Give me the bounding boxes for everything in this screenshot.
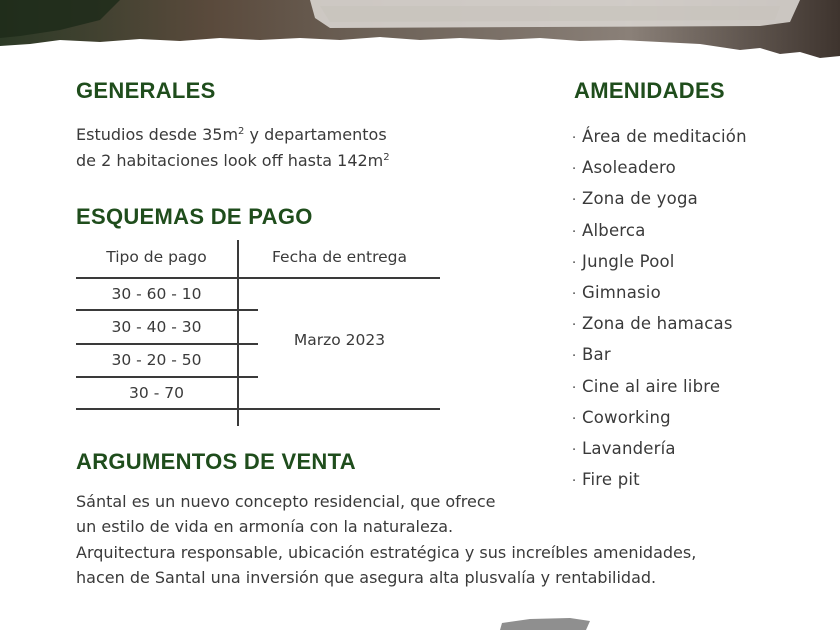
table-row-rule <box>76 343 258 345</box>
table-row: 30 - 40 - 30 <box>111 318 202 336</box>
venta-line: Arquitectura responsable, ubicación estratégica y sus increíbles amenidades, <box>76 543 697 562</box>
column-header-fecha: Fecha de entrega <box>271 248 408 266</box>
payment-table <box>76 240 440 426</box>
table-row: 30 - 20 - 50 <box>111 351 202 369</box>
bottom-decorative-shape <box>490 615 610 630</box>
list-item: · Área de meditación <box>572 127 747 146</box>
list-item: · Coworking <box>572 407 671 427</box>
venta-line: hacen de Santal una inversión que asegura alta plusvalía y rentabilidad. <box>76 568 657 587</box>
table-row: 30 - 60 - 10 <box>111 285 202 303</box>
table-bottom-rule <box>76 408 440 410</box>
generales-heading: GENERALES <box>76 78 216 103</box>
generales-line-2: de 2 habitaciones look off hasta $142m^2$ <box>76 151 390 170</box>
table-row: 30 - 70 <box>129 384 184 402</box>
header-photo-strip <box>0 0 840 60</box>
list-item: · Zona de yoga <box>572 189 698 209</box>
amenities-list <box>572 122 747 496</box>
amenidades-heading: AMENIDADES <box>574 78 725 103</box>
table-header-rule <box>76 277 440 279</box>
table-row-rule <box>76 309 258 311</box>
list-item: · Jungle Pool <box>572 251 675 271</box>
column-header-tipo: Tipo de pago <box>106 248 207 266</box>
venta-line: Sántal es un nuevo concepto residencial, que ofrece <box>76 492 496 511</box>
table-row-rule <box>76 376 258 378</box>
delivery-date: Marzo 2023 <box>293 331 386 349</box>
list-item: · Bar <box>572 345 611 365</box>
list-item: · Lavandería <box>572 439 676 459</box>
list-item: · Zona de hamacas <box>572 314 733 334</box>
pago-heading: ESQUEMAS DE PAGO <box>76 204 313 229</box>
venta-line: un estilo de vida en armonía con la naturaleza. <box>76 517 454 536</box>
list-item: · Gimnasio <box>572 283 661 303</box>
list-item: · Asoleadero <box>572 158 676 178</box>
list-item: · Fire pit <box>572 470 640 490</box>
venta-heading: ARGUMENTOS DE VENTA <box>76 449 356 474</box>
generales-line-1: Estudios desde $35m^2$ y departamentos <box>76 125 387 144</box>
list-item: · Cine al aire libre <box>572 376 721 396</box>
list-item: · Alberca <box>572 220 646 240</box>
